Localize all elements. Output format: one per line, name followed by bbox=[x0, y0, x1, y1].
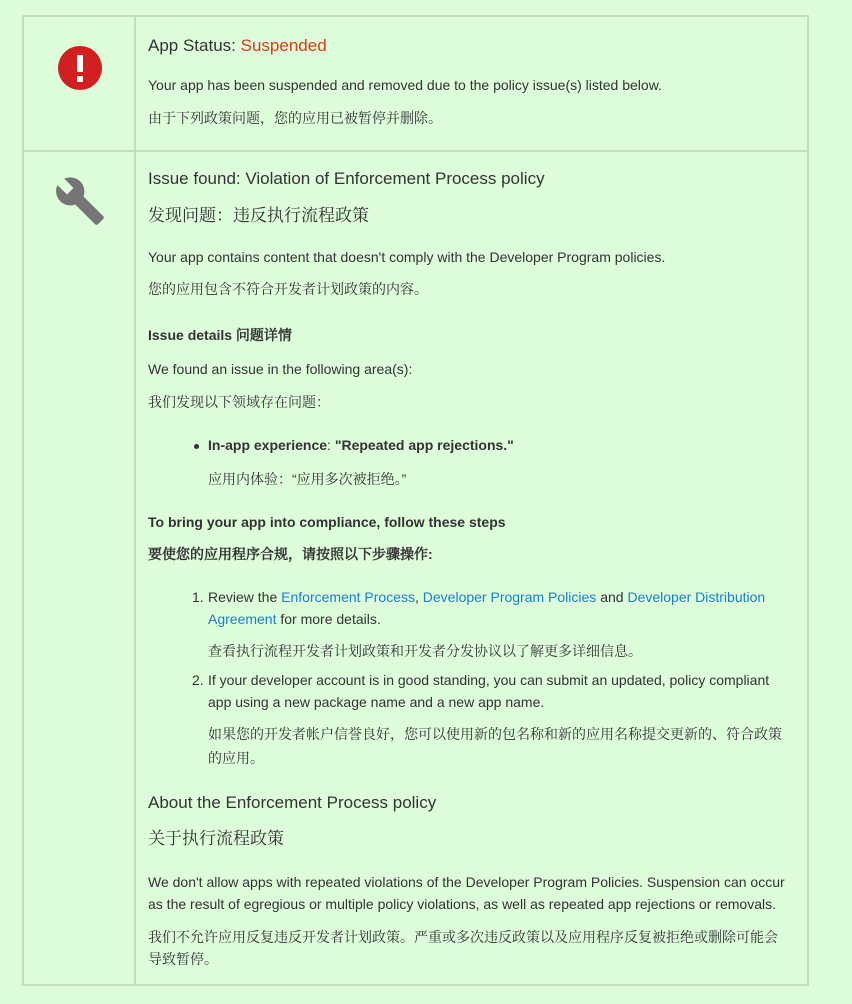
row-divider bbox=[24, 150, 807, 152]
developer-distribution-agreement-link[interactable]: Developer Distribution bbox=[627, 589, 766, 605]
app-status-line bbox=[148, 36, 327, 56]
step2-zh1: 如果您的开发者帐户信誉良好，您可以使用新的包名称和新的应用名称提交更新的、符合政策 bbox=[208, 726, 782, 742]
issue-area-zh: 应用内体验：“应用多次被拒绝。” bbox=[208, 471, 407, 487]
step1-line2 bbox=[208, 611, 381, 627]
issue-found-en: We found an issue in the following area(s): bbox=[148, 361, 413, 377]
wrench-icon bbox=[54, 175, 106, 227]
developer-distribution-agreement-link-cont[interactable]: Agreement bbox=[208, 611, 277, 627]
step1-sep1: , bbox=[415, 589, 423, 605]
steps-heading-en: To bring your app into compliance, follow these steps bbox=[148, 514, 506, 530]
issue-area-sep: : bbox=[327, 437, 335, 453]
alert-error-icon bbox=[58, 46, 102, 90]
issue-area-item bbox=[208, 437, 514, 453]
issue-area-value: "Repeated app rejections." bbox=[334, 437, 514, 453]
icon-column bbox=[24, 17, 136, 984]
issue-title-en: Issue found: Violation of Enforcement Process policy bbox=[148, 169, 545, 188]
enforcement-process-link[interactable]: Enforcement Process bbox=[281, 589, 415, 605]
step1-zh: 查看执行流程开发者计划政策和开发者分发协议以了解更多详细信息。 bbox=[208, 643, 642, 659]
issue-content-en: Your app contains content that doesn't comply with the Developer Program policies. bbox=[148, 249, 666, 265]
step2-number: 2. bbox=[192, 672, 204, 688]
step1-pre: Review the bbox=[208, 589, 282, 605]
issue-area-label: In-app experience bbox=[208, 437, 328, 453]
bullet-dot bbox=[194, 444, 199, 449]
developer-program-policies-link[interactable]: Developer Program Policies bbox=[422, 589, 597, 605]
step1-line1 bbox=[208, 589, 765, 605]
app-status-label: App Status: bbox=[148, 36, 236, 55]
status-desc-zh: 由于下列政策问题，您的应用已被暂停并删除。 bbox=[148, 110, 442, 126]
about-title-zh: 关于执行流程政策 bbox=[148, 829, 284, 848]
step2-zh2: 的应用。 bbox=[208, 750, 264, 766]
issue-content-zh: 您的应用包含不符合开发者计划政策的内容。 bbox=[148, 281, 428, 297]
step1-post: for more details. bbox=[276, 611, 381, 627]
policy-desc-en-2: as the result of egregious or multiple policy violations, as well as repeated app rejections or removals. bbox=[148, 896, 776, 912]
issue-title-zh: 发现问题：违反执行流程政策 bbox=[148, 206, 369, 225]
issue-details-heading: Issue details 问题详情 bbox=[148, 327, 292, 343]
status-desc-en: Your app has been suspended and removed due to the policy issue(s) listed below. bbox=[148, 77, 662, 93]
policy-desc-zh-2: 导致暂停。 bbox=[148, 951, 218, 967]
policy-desc-en-1: We don't allow apps with repeated violations of the Developer Program Policies. Suspension can occur bbox=[148, 874, 785, 890]
issue-found-zh: 我们发现以下领域存在问题： bbox=[148, 394, 330, 410]
step2-line2: app using a new package name and a new app name. bbox=[208, 694, 545, 710]
steps-heading-zh: 要使您的应用程序合规，请按照以下步骤操作: bbox=[148, 546, 433, 562]
about-title-en: About the Enforcement Process policy bbox=[148, 793, 437, 812]
policy-notice-panel bbox=[22, 15, 809, 986]
step2-line1: If your developer account is in good standing, you can submit an updated, policy compliant bbox=[208, 672, 770, 688]
step1-sep2: and bbox=[596, 589, 628, 605]
step1-number: 1. bbox=[192, 589, 204, 605]
policy-desc-zh-1: 我们不允许应用反复违反开发者计划政策。严重或多次违反政策以及应用程序反复被拒绝或删除可能会 bbox=[148, 929, 778, 945]
app-status-value: Suspended bbox=[240, 36, 327, 55]
